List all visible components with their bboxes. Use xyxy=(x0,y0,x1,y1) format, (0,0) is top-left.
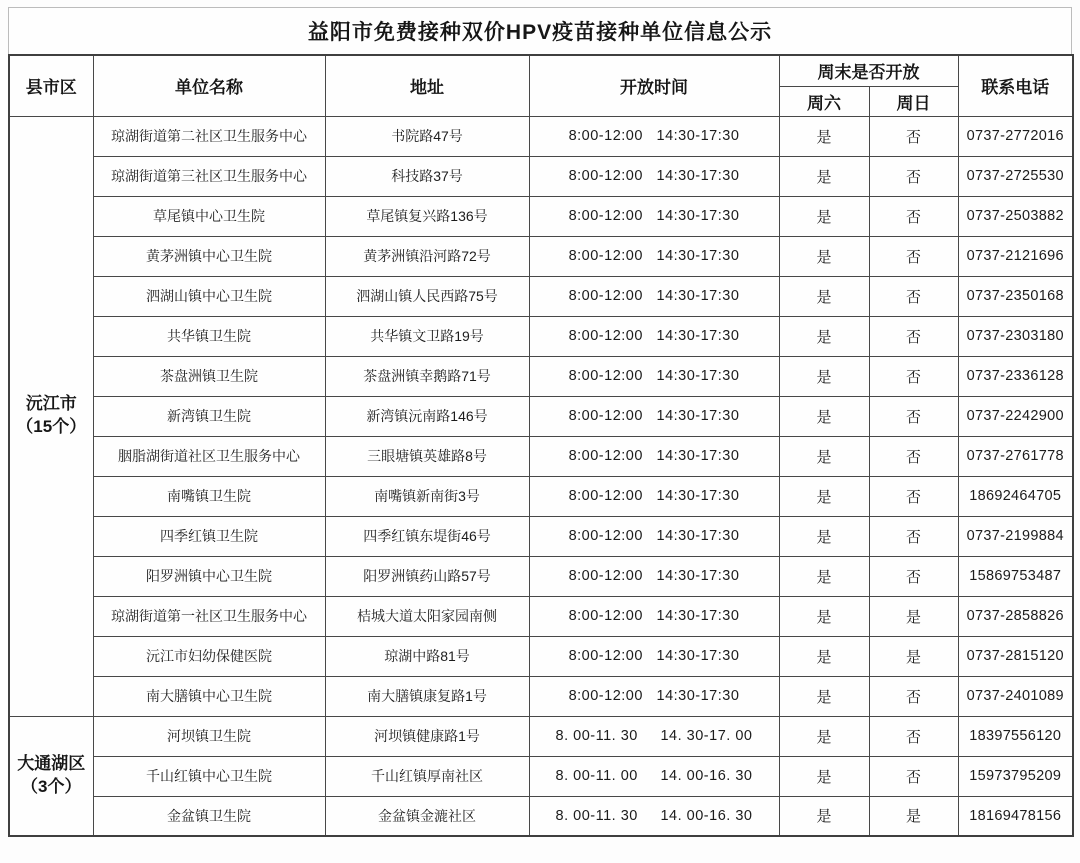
hours-cell: 8:00-12:00 14:30-17:30 xyxy=(529,436,779,476)
hours-cell: 8:00-12:00 14:30-17:30 xyxy=(529,316,779,356)
table-row xyxy=(9,796,1073,836)
unit-name-cell: 琼湖街道第二社区卫生服务中心 xyxy=(93,116,325,156)
saturday-cell: 是 xyxy=(779,596,869,636)
phone-cell: 0737-2725530 xyxy=(958,156,1073,196)
header-sunday: 周日 xyxy=(869,86,958,116)
address-cell: 南嘴镇新南街3号 xyxy=(325,476,529,516)
sunday-cell: 否 xyxy=(869,676,958,716)
address-cell: 草尾镇复兴路136号 xyxy=(325,196,529,236)
unit-name-cell: 草尾镇中心卫生院 xyxy=(93,196,325,236)
region-name: 大通湖区 xyxy=(17,753,86,773)
hours-cell: 8:00-12:00 14:30-17:30 xyxy=(529,236,779,276)
hours-cell: 8:00-12:00 14:30-17:30 xyxy=(529,516,779,556)
unit-name-cell: 胭脂湖街道社区卫生服务中心 xyxy=(93,436,325,476)
table-row xyxy=(9,756,1073,796)
hours-cell: 8:00-12:00 14:30-17:30 xyxy=(529,476,779,516)
saturday-cell: 是 xyxy=(779,316,869,356)
phone-cell: 18169478156 xyxy=(958,796,1073,836)
unit-name-cell: 黄茅洲镇中心卫生院 xyxy=(93,236,325,276)
sunday-cell: 是 xyxy=(869,636,958,676)
sunday-cell: 否 xyxy=(869,556,958,596)
table-row xyxy=(9,316,1073,356)
hours-cell: 8:00-12:00 14:30-17:30 xyxy=(529,196,779,236)
sunday-cell: 是 xyxy=(869,796,958,836)
table-row xyxy=(9,676,1073,716)
phone-cell: 0737-2199884 xyxy=(958,516,1073,556)
saturday-cell: 是 xyxy=(779,276,869,316)
address-cell: 河坝镇健康路1号 xyxy=(325,716,529,756)
hours-cell: 8:00-12:00 14:30-17:30 xyxy=(529,116,779,156)
header-unit-name: 单位名称 xyxy=(93,55,325,116)
saturday-cell: 是 xyxy=(779,196,869,236)
unit-name-cell: 南嘴镇卫生院 xyxy=(93,476,325,516)
region-cell xyxy=(9,716,93,836)
unit-name-cell: 琼湖街道第三社区卫生服务中心 xyxy=(93,156,325,196)
table-row xyxy=(9,596,1073,636)
sunday-cell: 否 xyxy=(869,276,958,316)
header-saturday: 周六 xyxy=(779,86,869,116)
header-phone: 联系电话 xyxy=(958,55,1073,116)
sunday-cell: 否 xyxy=(869,756,958,796)
address-cell: 茶盘洲镇幸鹅路71号 xyxy=(325,356,529,396)
saturday-cell: 是 xyxy=(779,356,869,396)
table-row xyxy=(9,156,1073,196)
address-cell: 金盆镇金漉社区 xyxy=(325,796,529,836)
table-row xyxy=(9,556,1073,596)
sunday-cell: 是 xyxy=(869,596,958,636)
address-cell: 科技路37号 xyxy=(325,156,529,196)
header-weekend-open: 周末是否开放 xyxy=(779,55,958,86)
phone-cell: 18692464705 xyxy=(958,476,1073,516)
phone-cell: 0737-2503882 xyxy=(958,196,1073,236)
address-cell: 四季红镇东堤街46号 xyxy=(325,516,529,556)
address-cell: 泗湖山镇人民西路75号 xyxy=(325,276,529,316)
table-row xyxy=(9,356,1073,396)
hours-cell: 8. 00-11. 30 14. 30-17. 00 xyxy=(529,716,779,756)
sunday-cell: 否 xyxy=(869,116,958,156)
hours-cell: 8. 00-11. 00 14. 00-16. 30 xyxy=(529,756,779,796)
saturday-cell: 是 xyxy=(779,756,869,796)
address-cell: 新湾镇沅南路146号 xyxy=(325,396,529,436)
unit-name-cell: 四季红镇卫生院 xyxy=(93,516,325,556)
unit-name-cell: 共华镇卫生院 xyxy=(93,316,325,356)
table-row xyxy=(9,116,1073,156)
table-row xyxy=(9,636,1073,676)
table-row xyxy=(9,516,1073,556)
region-cell xyxy=(9,116,93,716)
header-row xyxy=(9,55,1073,86)
phone-cell: 0737-2121696 xyxy=(958,236,1073,276)
page-title: 益阳市免费接种双价HPV疫苗接种单位信息公示 xyxy=(307,21,773,44)
phone-cell: 15973795209 xyxy=(958,756,1073,796)
hours-cell: 8:00-12:00 14:30-17:30 xyxy=(529,636,779,676)
header-region: 县市区 xyxy=(9,55,93,116)
table-row xyxy=(9,236,1073,276)
table-body xyxy=(9,116,1073,836)
table-row xyxy=(9,396,1073,436)
phone-cell: 0737-2401089 xyxy=(958,676,1073,716)
vaccination-units-table xyxy=(8,54,1074,837)
unit-name-cell: 千山红镇中心卫生院 xyxy=(93,756,325,796)
hours-cell: 8:00-12:00 14:30-17:30 xyxy=(529,276,779,316)
address-cell: 共华镇文卫路19号 xyxy=(325,316,529,356)
header-hours: 开放时间 xyxy=(529,55,779,116)
saturday-cell: 是 xyxy=(779,116,869,156)
address-cell: 千山红镇厚南社区 xyxy=(325,756,529,796)
phone-cell: 15869753487 xyxy=(958,556,1073,596)
address-cell: 三眼塘镇英雄路8号 xyxy=(325,436,529,476)
saturday-cell: 是 xyxy=(779,676,869,716)
table-row xyxy=(9,476,1073,516)
sunday-cell: 否 xyxy=(869,436,958,476)
table-header xyxy=(9,55,1073,116)
unit-name-cell: 河坝镇卫生院 xyxy=(93,716,325,756)
saturday-cell: 是 xyxy=(779,796,869,836)
saturday-cell: 是 xyxy=(779,716,869,756)
hours-cell: 8:00-12:00 14:30-17:30 xyxy=(529,396,779,436)
address-cell: 南大膳镇康复路1号 xyxy=(325,676,529,716)
header-address: 地址 xyxy=(325,55,529,116)
phone-cell: 0737-2350168 xyxy=(958,276,1073,316)
saturday-cell: 是 xyxy=(779,476,869,516)
unit-name-cell: 新湾镇卫生院 xyxy=(93,396,325,436)
table-row xyxy=(9,436,1073,476)
table-row xyxy=(9,716,1073,756)
sunday-cell: 否 xyxy=(869,716,958,756)
sunday-cell: 否 xyxy=(869,156,958,196)
sunday-cell: 否 xyxy=(869,196,958,236)
hours-cell: 8:00-12:00 14:30-17:30 xyxy=(529,356,779,396)
saturday-cell: 是 xyxy=(779,516,869,556)
sunday-cell: 否 xyxy=(869,236,958,276)
address-cell: 阳罗洲镇药山路57号 xyxy=(325,556,529,596)
sunday-cell: 否 xyxy=(869,516,958,556)
address-cell: 桔城大道太阳家园南侧 xyxy=(325,596,529,636)
phone-cell: 0737-2858826 xyxy=(958,596,1073,636)
title-bar xyxy=(8,7,1072,54)
phone-cell: 18397556120 xyxy=(958,716,1073,756)
address-cell: 琼湖中路81号 xyxy=(325,636,529,676)
unit-name-cell: 沅江市妇幼保健医院 xyxy=(93,636,325,676)
sunday-cell: 否 xyxy=(869,476,958,516)
phone-cell: 0737-2303180 xyxy=(958,316,1073,356)
region-count: （3个） xyxy=(21,776,82,796)
saturday-cell: 是 xyxy=(779,556,869,596)
sunday-cell: 否 xyxy=(869,316,958,356)
address-cell: 黄茅洲镇沿河路72号 xyxy=(325,236,529,276)
hours-cell: 8:00-12:00 14:30-17:30 xyxy=(529,676,779,716)
sunday-cell: 否 xyxy=(869,396,958,436)
table-row xyxy=(9,276,1073,316)
saturday-cell: 是 xyxy=(779,156,869,196)
unit-name-cell: 南大膳镇中心卫生院 xyxy=(93,676,325,716)
unit-name-cell: 金盆镇卫生院 xyxy=(93,796,325,836)
hours-cell: 8:00-12:00 14:30-17:30 xyxy=(529,556,779,596)
phone-cell: 0737-2242900 xyxy=(958,396,1073,436)
phone-cell: 0737-2815120 xyxy=(958,636,1073,676)
saturday-cell: 是 xyxy=(779,636,869,676)
hours-cell: 8:00-12:00 14:30-17:30 xyxy=(529,596,779,636)
hours-cell: 8. 00-11. 30 14. 00-16. 30 xyxy=(529,796,779,836)
region-name: 沅江市 xyxy=(25,394,77,414)
address-cell: 书院路47号 xyxy=(325,116,529,156)
unit-name-cell: 茶盘洲镇卫生院 xyxy=(93,356,325,396)
sunday-cell: 否 xyxy=(869,356,958,396)
region-count: （15个） xyxy=(16,417,87,436)
saturday-cell: 是 xyxy=(779,396,869,436)
saturday-cell: 是 xyxy=(779,236,869,276)
phone-cell: 0737-2336128 xyxy=(958,356,1073,396)
hours-cell: 8:00-12:00 14:30-17:30 xyxy=(529,156,779,196)
table-row xyxy=(9,196,1073,236)
unit-name-cell: 琼湖街道第一社区卫生服务中心 xyxy=(93,596,325,636)
unit-name-cell: 阳罗洲镇中心卫生院 xyxy=(93,556,325,596)
unit-name-cell: 泗湖山镇中心卫生院 xyxy=(93,276,325,316)
phone-cell: 0737-2772016 xyxy=(958,116,1073,156)
phone-cell: 0737-2761778 xyxy=(958,436,1073,476)
saturday-cell: 是 xyxy=(779,436,869,476)
